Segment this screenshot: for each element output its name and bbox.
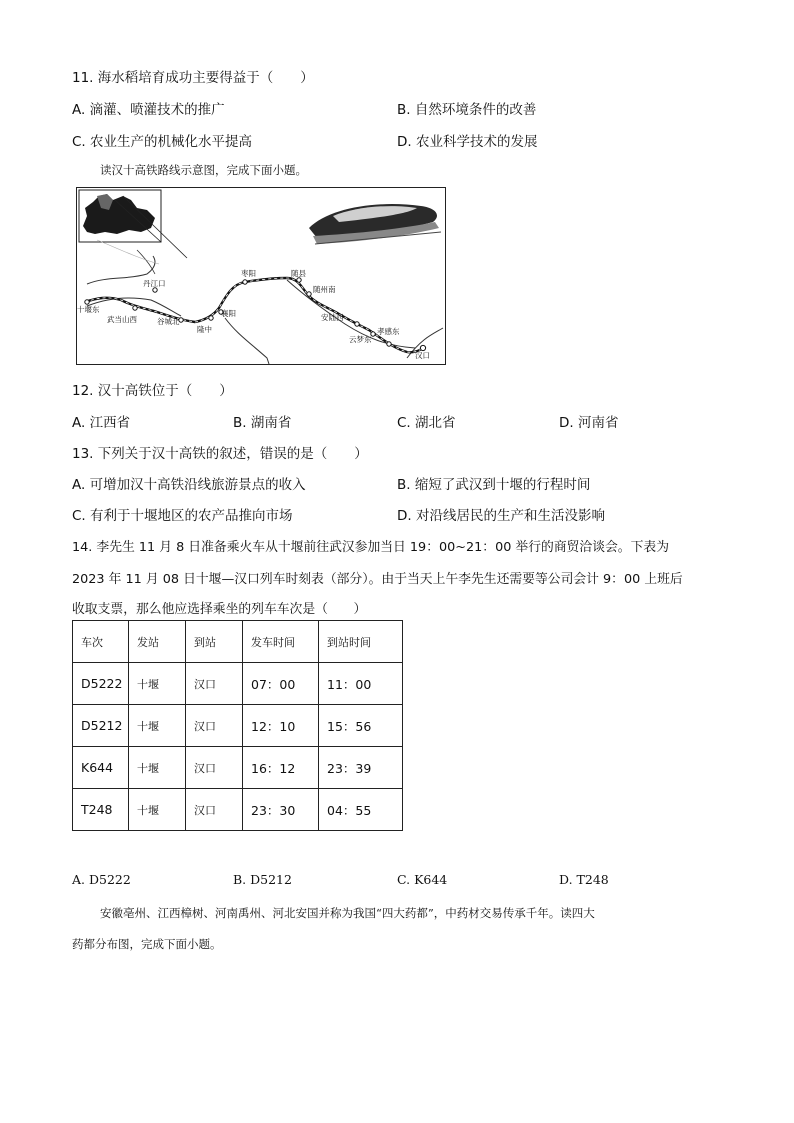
- table-cell: 16：12: [243, 747, 319, 789]
- map-label-suixian: 随县: [291, 269, 306, 278]
- table-header-cell: 发车时间: [243, 621, 319, 663]
- q14-stem-line-2: 2023 年 11 月 08 日十堰—汉口列车时刻表（部分）。由于当天上午李先生还需要等公司会计 9：00 上班后: [72, 572, 683, 587]
- train-number-cell: D5222: [73, 663, 129, 705]
- table-row: [73, 705, 403, 747]
- map-label-zaoyang: 枣阳: [241, 269, 256, 278]
- q12-option-b[interactable]: B. 湖南省: [233, 415, 292, 431]
- table-header-cell: 到站: [186, 621, 243, 663]
- q14-option-d[interactable]: D. T248: [559, 872, 609, 887]
- map-intro: 读汉十高铁路线示意图，完成下面小题。: [100, 163, 307, 177]
- next-intro-line-1: 安徽亳州、江西樟树、河南禹州、河北安国并称为我国“四大药都”，中药材交易传承千年。读四大: [100, 906, 595, 920]
- q14-stem-line-1: 14. 李先生 11 月 8 日准备乘火车从十堰前往武汉参加当日 19：00~21：00 举行的商贸洽谈会。下表为: [72, 540, 669, 555]
- table-cell: 十堰: [129, 789, 186, 831]
- table-row: [73, 789, 403, 831]
- table-cell: 07：00: [243, 663, 319, 705]
- table-cell: 23：39: [319, 747, 403, 789]
- table-header-cell: 到站时间: [319, 621, 403, 663]
- q13-option-b[interactable]: B. 缩短了武汉到十堰的行程时间: [397, 477, 591, 493]
- table-header-cell: 车次: [73, 621, 129, 663]
- table-cell: 十堰: [129, 705, 186, 747]
- table-cell: 十堰: [129, 663, 186, 705]
- q11-stem: 11. 海水稻培育成功主要得益于（ ）: [72, 70, 314, 86]
- table-cell: 汉口: [186, 789, 243, 831]
- table-cell: 11：00: [319, 663, 403, 705]
- rail-route-map: [76, 187, 446, 365]
- table-cell: 23：30: [243, 789, 319, 831]
- map-label-yunmengdong: 云梦东: [349, 335, 372, 344]
- table-cell: 04：55: [319, 789, 403, 831]
- train-number-cell: D5212: [73, 705, 129, 747]
- map-label-wudangshanxi: 武当山西: [107, 315, 137, 324]
- table-cell: 15：56: [319, 705, 403, 747]
- q13-option-c[interactable]: C. 有利于十堰地区的农产品推向市场: [72, 508, 293, 524]
- map-label-danjiangkou: 丹江口: [143, 279, 166, 288]
- timetable: [72, 620, 403, 831]
- q14-option-c[interactable]: C. K644: [397, 872, 448, 887]
- train-illustration: [309, 204, 441, 244]
- next-intro-line-2: 药都分布图，完成下面小题。: [72, 937, 222, 951]
- map-label-xiaogandong: 孝感东: [377, 327, 400, 336]
- q11-option-c[interactable]: C. 农业生产的机械化水平提高: [72, 134, 253, 150]
- q14-option-b[interactable]: B. D5212: [233, 872, 292, 887]
- q14-stem-line-3: 收取支票，那么他应选择乘坐的列车车次是（ ）: [72, 602, 367, 617]
- q12-option-d[interactable]: D. 河南省: [559, 415, 619, 431]
- table-row: [73, 747, 403, 789]
- timetable-header-row: [73, 621, 403, 663]
- table-header-cell: 发站: [129, 621, 186, 663]
- map-label-suizhounan: 随州南: [313, 285, 336, 294]
- q13-stem: 13. 下列关于汉十高铁的叙述，错误的是（ ）: [72, 446, 368, 462]
- q12-stem: 12. 汉十高铁位于（ ）: [72, 383, 233, 399]
- map-label-guchengbei: 谷城北: [157, 317, 180, 326]
- q11-option-d[interactable]: D. 农业科学技术的发展: [397, 134, 538, 150]
- q12-option-a[interactable]: A. 江西省: [72, 415, 131, 431]
- map-label-hankou: 汉口: [415, 351, 430, 360]
- table-cell: 十堰: [129, 747, 186, 789]
- q13-option-d[interactable]: D. 对沿线居民的生产和生活没影响: [397, 508, 605, 524]
- table-cell: 12：10: [243, 705, 319, 747]
- map-label-xiangyang: 襄阳: [221, 309, 236, 318]
- table-cell: 汉口: [186, 747, 243, 789]
- map-label-shiyandong: 十堰东: [77, 305, 100, 314]
- q11-option-b[interactable]: B. 自然环境条件的改善: [397, 102, 537, 118]
- q11-option-a[interactable]: A. 滴灌、喷灌技术的推广: [72, 102, 225, 118]
- q14-option-a[interactable]: A. D5222: [72, 872, 131, 887]
- q13-option-a[interactable]: A. 可增加汉十高铁沿线旅游景点的收入: [72, 477, 306, 493]
- map-label-anluxi: 安陆西: [321, 313, 344, 322]
- map-label-longzhong: 隆中: [197, 325, 212, 334]
- train-number-cell: K644: [73, 747, 129, 789]
- table-cell: 汉口: [186, 705, 243, 747]
- table-row: [73, 663, 403, 705]
- train-number-cell: T248: [73, 789, 129, 831]
- q12-option-c[interactable]: C. 湖北省: [397, 415, 456, 431]
- table-cell: 汉口: [186, 663, 243, 705]
